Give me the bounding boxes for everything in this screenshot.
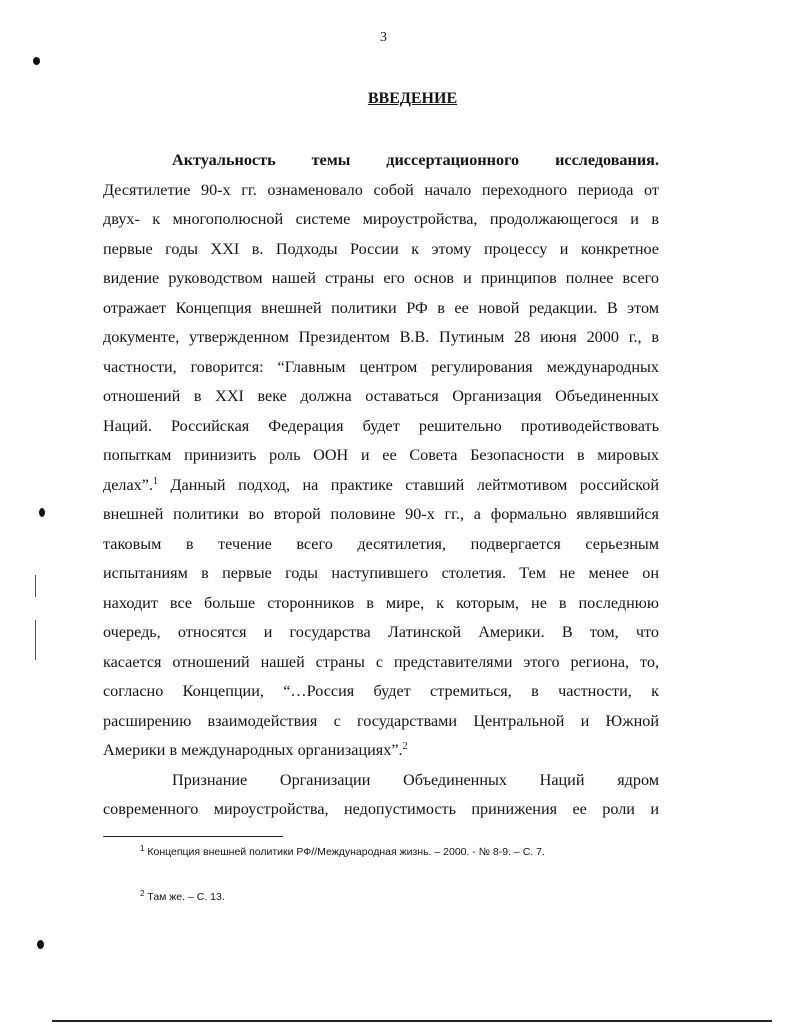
text-line: отношений в XXI веке должна оставаться Организация Объединенных: [103, 387, 659, 405]
text-fragment: Америки в международных организациях”.: [103, 741, 403, 759]
footnote-number: 1: [140, 844, 145, 853]
text-line: видение руководством нашей страны его основ и принципов полнее всего: [103, 269, 659, 287]
page-title: ВВЕДЕНИЕ: [367, 90, 458, 107]
text-line: расширению взаимодействия с государствами Центральной и Южной: [103, 712, 659, 730]
lead-word: Актуальность: [172, 151, 276, 169]
text-line: таковым в течение всего десятилетия, подвергается серьезным: [103, 535, 659, 553]
text-line: отражает Концепция внешней политики РФ в ее новой редакции. В этом: [103, 299, 659, 317]
text-fragment: Данный подход, на практике ставший лейтмотивом российской: [158, 476, 659, 494]
text-line: Признание Организации Объединенных Наций ядром: [172, 771, 659, 789]
lead-line: [172, 150, 659, 170]
text-line: первые годы XXI в. Подходы России к этому процессу и конкретное: [103, 240, 659, 258]
text-fragment: делах”.: [103, 476, 154, 494]
text-line: согласно Концепции, “…Россия будет стремиться, в частности, к: [103, 682, 659, 700]
text-line: касается отношений нашей страны с представителями этого региона, то,: [103, 653, 659, 671]
footnote-text: Там же. – С. 13.: [144, 891, 225, 903]
text-line: испытаниям в первые годы наступившего столетия. Тем не менее он: [103, 564, 659, 582]
text-line: документе, утвержденном Президентом В.В. Путиным 28 июня 2000 г., в: [103, 328, 659, 346]
footnote-separator: [103, 836, 283, 837]
scan-punch-mark: [39, 508, 45, 517]
text-line: частности, говорится: “Главным центром регулирования международных: [103, 358, 659, 376]
text-line: очередь, относятся и государства Латинской Америки. В том, что: [103, 623, 659, 641]
lead-word: диссертационного: [386, 151, 520, 169]
scan-punch-mark: [37, 940, 44, 949]
scan-artifact-line: [35, 575, 36, 597]
footnote-2: [140, 891, 225, 903]
scan-bottom-edge: [52, 1020, 772, 1022]
footnote-text: Концепция внешней политики РФ//Международная жизнь. – 2000. - № 8-9. – С. 7.: [144, 846, 545, 858]
text-line: современного мироустройства, недопустимость принижения ее роли и: [103, 800, 659, 818]
footnote-ref-1: 1: [153, 476, 159, 487]
lead-word: темы: [311, 151, 351, 169]
lead-word: исследования.: [555, 151, 659, 169]
text-line: двух- к многополюсной системе мироустройства, продолжающегося и в: [103, 210, 659, 228]
text-line: находит все больше сторонников в мире, к которым, не в последнюю: [103, 594, 659, 612]
footnote-ref-2: 2: [402, 741, 408, 752]
scan-punch-mark: [33, 57, 40, 65]
scan-artifact-line: [35, 620, 36, 660]
footnote-number: 2: [140, 889, 145, 898]
text-line: [103, 740, 659, 760]
text-line: внешней политики во второй половине 90-х гг., а формально являвшийся: [103, 505, 659, 523]
text-line: Десятилетие 90-х гг. ознаменовало собой начало переходного периода от: [103, 181, 659, 199]
footnote-1: [140, 846, 545, 858]
text-line: Наций. Российская Федерация будет решительно противодействовать: [103, 417, 659, 435]
text-line: [103, 475, 659, 495]
page-number: 3: [380, 30, 387, 45]
text-line: попыткам принизить роль ООН и ее Совета Безопасности в мировых: [103, 446, 659, 464]
